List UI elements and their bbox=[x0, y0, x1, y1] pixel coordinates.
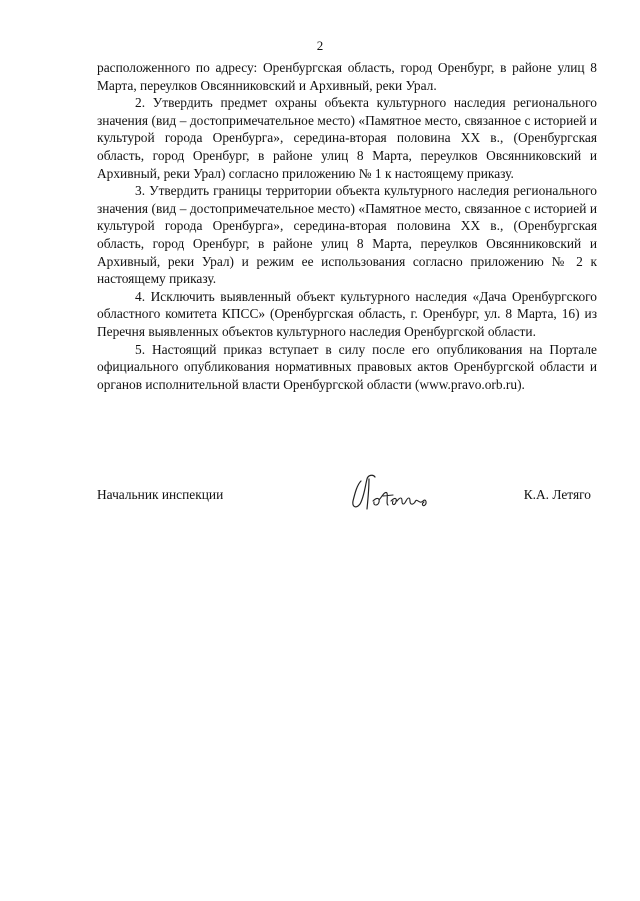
paragraph-item-5: 5. Настоящий приказ вступает в силу после его опубликования на Портале официального опубликования нормативных правовых актов Оренбургской области и органов исполнительной власти Оренбургской области (www.pravo.orb.ru). bbox=[97, 341, 597, 392]
signature-block bbox=[97, 487, 597, 527]
signatory-title: Начальник инспекции bbox=[97, 487, 224, 502]
paragraph-item-3: 3. Утвердить границы территории объекта культурного наследия регионального значения (вид – достопримечательное место) «Памятное место, связанное с историей и культурой города Оренбурга», середина-вторая половина XX в., (Оренбургская область, город Оренбург, в районе улиц 8 Марта, переулков Овсянниковский и Архивный, реки Урал) и режим ее использования согласно приложению № 2 к настоящему приказу. bbox=[97, 183, 597, 287]
signatory-name: К.А. Летяго bbox=[523, 487, 591, 502]
document-body bbox=[97, 59, 597, 393]
paragraph-item-4: 4. Исключить выявленный объект культурного наследия «Дача Оренбургского областного комитета КПСС» (Оренбургская область, г. Оренбург, ул. 8 Марта, 16) из Перечня выявленных объектов культурного наследия Оренбургской области. bbox=[97, 288, 597, 339]
paragraph-continuation: расположенного по адресу: Оренбургская область, город Оренбург, в районе улиц 8 Марта, переулков Овсянниковский и Архивный, реки Урал. bbox=[97, 60, 597, 93]
page-number: 2 bbox=[316, 38, 324, 53]
paragraph-item-2: 2. Утвердить предмет охраны объекта культурного наследия регионального значения (вид – достопримечательное место) «Памятное место, связанное с историей и культурой города Оренбурга», середина-вторая половина XX в., (Оренбургская область, город Оренбург, в районе улиц 8 Марта, переулков Овсянниковский и Архивный, реки Урал) согласно приложению № 1 к настоящему приказу. bbox=[97, 95, 597, 181]
handwritten-signature bbox=[347, 471, 443, 517]
